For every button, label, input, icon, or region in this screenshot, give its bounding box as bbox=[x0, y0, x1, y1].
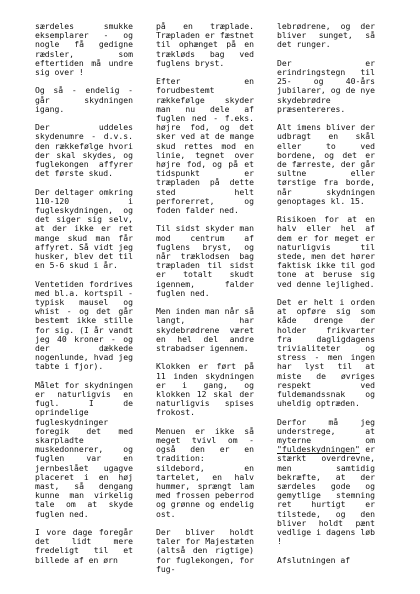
text-column-3 bbox=[277, 22, 375, 588]
paragraph: Menuen er ikke så meget tvivl om - også den er en tradition: sildebord, en tartelet, en halv hummer, sprængt lam med frossen peberrod og grønne og endelig ost. bbox=[156, 425, 254, 519]
paragraph: Efter en forudbestemt rækkefølge skyder man nu dele af fuglen ned - f.eks. højre fod, og det sker ved at de mange skud rettes mod en linie, tegnet over højre fod, og på et tidspunkt er træpladen på dette sted helt perforerret, og foden falder ned. bbox=[156, 76, 254, 216]
paragraph: Derfor må jeg understrege, at myterne om "fuldeskydningen" er stærkt overdrevne, men samtidig bekræfte, at der særdeles gode og gemytlige stemning ret hurtigt er tilstede, og den bliver holdt pænt vedlige i dagens løb ! bbox=[277, 416, 375, 547]
paragraph: Målet for skydningen er naturligvis en fugl. I de oprindelige fugleskydninger foregik det med skarpladte muskedonnerer, og fuglen var en jernbeslået ugagve placeret i en høj mast, så dengang kunne man virkelig tale om at skyde fuglen ned. bbox=[35, 379, 133, 519]
paragraph: Og så - endelig - går skydningen igang. bbox=[35, 85, 133, 114]
paragraph: Men inden man når så langt, har skydebrødrene været en hel del andre strabadser igennem. bbox=[156, 306, 254, 354]
paragraph: Alt imens bliver der udbragt en skål eller to ved bordene, og det er de færreste, der går sultne eller tørstige fra borde, når skydningen genoptages kl. 15. bbox=[277, 122, 375, 206]
paragraph: Risikoen for at en halv eller hel af dem er for meget er naturligvis til stede, men det hører faktisk ikke til god tone at beruse sig ved denne lejlighed. bbox=[277, 214, 375, 289]
paragraph: Ventetiden fordrives med bl.a. kortspil - typisk mausel og whist - og det går bestemt ikke stille for sig. (I år vandt jeg 40 kroner - og der dækkede nogenlunde, hvad jeg tabte i fjor). bbox=[35, 278, 133, 372]
underlined-term: "fuldeskydningen" bbox=[277, 444, 360, 455]
paragraph: Der uddeles skydenumre - d.v.s. den rækkefølge hvori der skal skydes, og fuglekongen affyrer det første skud. bbox=[35, 122, 133, 179]
paragraph: Klokken er ført på 11 inden skydningen er i gang, og klokken 12 skal der naturligvis spises frokost. bbox=[156, 361, 254, 418]
paragraph: Det er helt i orden at opføre sig som kåde drenge der holder frikvarter fra dagligdagens trivialiteter og stress - men ingen har lyst til at miste de øvriges respekt ved fuldemandssnak og uheldig optræden. bbox=[277, 297, 375, 409]
paragraph: Der er erindringstegn til 25- og 40-års jubilarer, og de nye skydebrødre præsentereres. bbox=[277, 57, 375, 114]
text-column-2 bbox=[156, 22, 254, 588]
paragraph: Der deltager omkring 110-120 i fugleskydningen, og det siger sig selv, at der ikke er ret mange skud man får affyret. Så vidt jeg husker, blev det til en 5-6 skud i år. bbox=[35, 186, 133, 271]
paragraph: Afslutningen af bbox=[277, 554, 351, 565]
paragraph: Til sidst skyder man mod centrum af fuglens bryst, og når træklodsen bag træpladen til sidst er totalt skudt igennem, falder fuglen ned. bbox=[156, 223, 254, 298]
paragraph: på en træplade. Træpladen er fæstnet til ophænget på en trækløds bag ved fuglens bryst. bbox=[156, 22, 254, 68]
paragraph: I vore dage foregår det lidt mere fredeligt til et billede af en ørn bbox=[35, 527, 133, 565]
text-column-1 bbox=[35, 22, 133, 588]
paragraph: særdeles smukke eksemplarer - og nogle få gedigne rædsler, som eftertiden må undre sig over ! bbox=[35, 22, 133, 78]
paragraph: Der bliver holdt taler for Majestæten (altså den rigtige) for fuglekongen, for fug- bbox=[156, 527, 254, 574]
paragraph: lebrødrene, og der bliver sunget, så det runger. bbox=[277, 22, 375, 50]
